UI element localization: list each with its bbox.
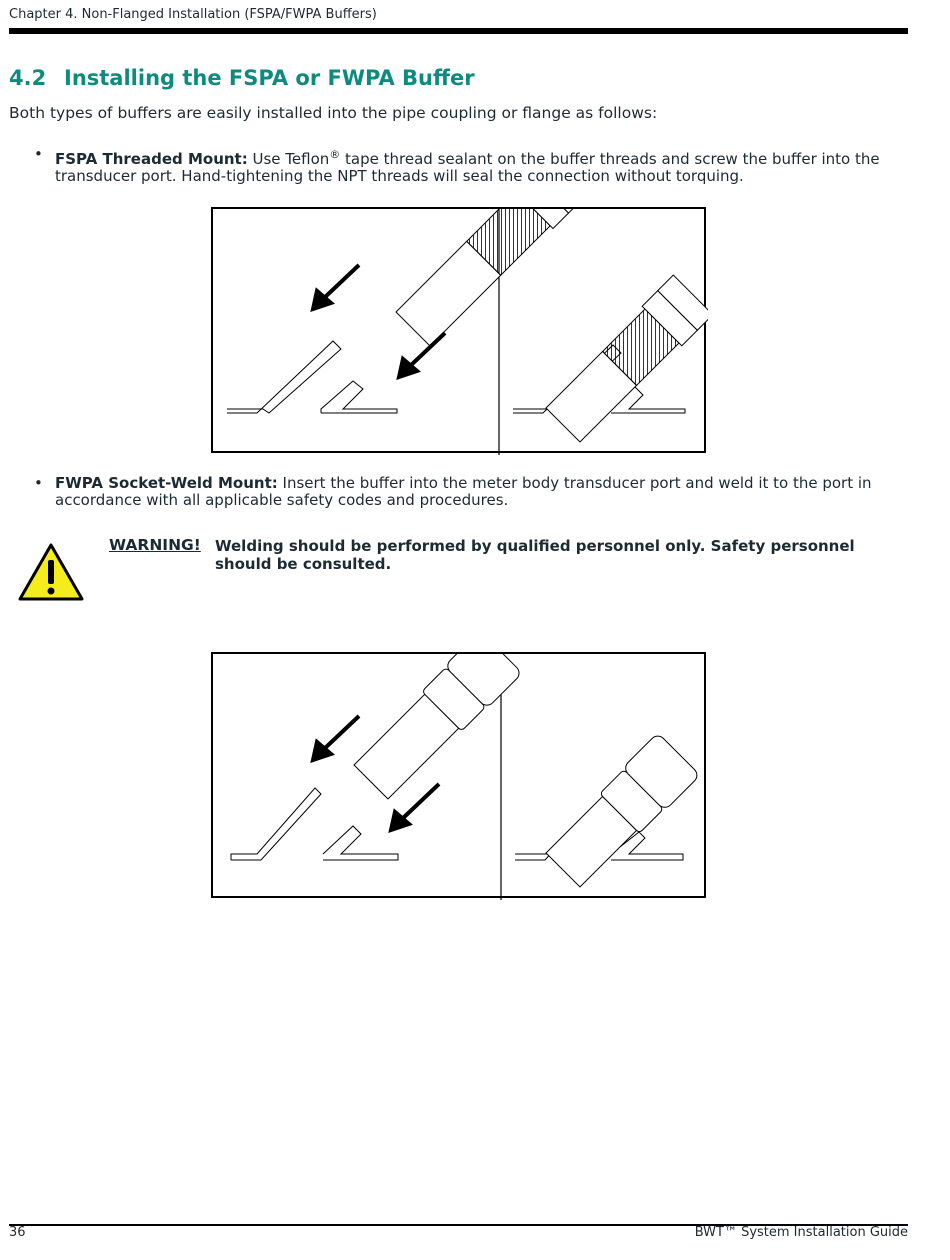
chapter-header: Chapter 4. Non-Flanged Installation (FSPA/FWPA Buffers) bbox=[9, 7, 377, 22]
buffer-exploded bbox=[227, 209, 584, 413]
warning-text: Welding should be performed by qualified personnel only. Safety personnel should be consulted. bbox=[215, 537, 855, 573]
intro-paragraph: Both types of buffers are easily installed into the pipe coupling or flange as follows: bbox=[9, 104, 658, 122]
header-rule bbox=[9, 28, 908, 34]
buffer-installed bbox=[515, 733, 700, 891]
bullet-text: tape thread sealant on the buffer threads and screw the buffer into the transducer port. Hand-tightening the NPT threads will seal the connection without torquing. bbox=[55, 150, 880, 185]
buffer-exploded bbox=[231, 654, 522, 860]
bullet-text: Use Teflon bbox=[247, 150, 330, 168]
fwpa-installation-figure bbox=[211, 652, 706, 898]
bullet-fspa bbox=[34, 146, 884, 185]
buffer-installed bbox=[513, 275, 708, 445]
bullet-fwpa bbox=[34, 475, 884, 509]
registered-mark: ® bbox=[329, 148, 341, 161]
fspa-diagram bbox=[213, 209, 708, 455]
bullet-label: FWPA Socket-Weld Mount: bbox=[55, 474, 278, 492]
bullet-label: FSPA Threaded Mount: bbox=[55, 150, 248, 168]
footer-title: BWT™ System Installation Guide bbox=[694, 1225, 908, 1240]
section-number: 4.2 bbox=[9, 66, 47, 90]
page-number: 36 bbox=[9, 1225, 26, 1240]
bullet-marker: • bbox=[34, 145, 43, 163]
bullet-text: Insert the buffer into the meter body transducer port and weld it to the port in accordance with all applicable safety codes and procedures. bbox=[55, 474, 872, 509]
section-heading: Installing the FSPA or FWPA Buffer bbox=[64, 66, 475, 90]
fwpa-diagram bbox=[213, 654, 708, 900]
bullet-marker: • bbox=[34, 474, 43, 492]
fspa-installation-figure bbox=[211, 207, 706, 453]
section-title bbox=[9, 66, 475, 90]
warning-triangle-icon bbox=[17, 542, 85, 602]
warning-label: WARNING! bbox=[109, 536, 201, 554]
